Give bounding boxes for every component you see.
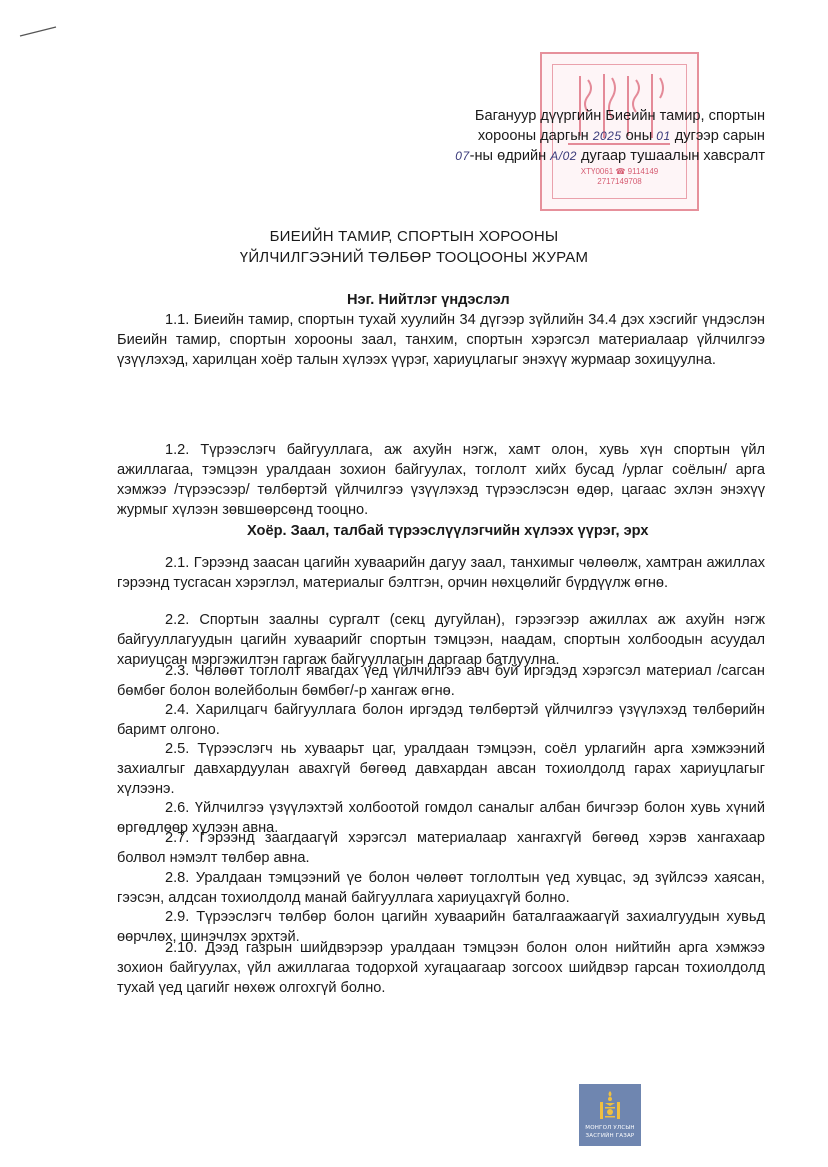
paragraph-2-4: 2.4. Харилцагч байгууллага болон иргэдэд төлбөртэй үйлчилгээ үзүүлэхэд төлбөрийн баримт олгоно. [117, 702, 765, 738]
handwritten-day: 07 [455, 149, 470, 163]
stamp-code-text: ХТҮ0061 ☎ 9114149 2717149708 [580, 167, 659, 186]
paragraph-2-7: 2.7. Гэрээнд заагдаагүй хэрэгсэл материалаар хангахгүй бөгөөд хэрэв хангахаар болвол нэмэлт төлбөр авна. [117, 830, 765, 866]
section-2-heading: Хоёр. Заал, талбай түрээслүүлэгчийн хүлээх үүрэг, эрх [247, 523, 649, 539]
paragraph-2-3: 2.3. Чөлөөт тоглолт явагдах үед үйлчилгээ авч буй иргэдэд хэрэгсэл материал /сагсан бөмбөг болон волейболын бөмбөг/-р хангаж өгнө. [117, 663, 765, 699]
title-line-2: ҮЙЛЧИЛГЭЭНИЙ ТӨЛБӨР ТООЦООНЫ ЖУРАМ [239, 249, 589, 266]
scan-mark [18, 24, 58, 38]
soyombo-icon [598, 1090, 622, 1120]
paragraph-1-2: 1.2. Түрээслэгч байгууллага, аж ахуйн нэгж, хамт олон, хувь хүн спортын үйл ажиллагаа, тэмцээн уралдаан зохион байгуулах, тоглолт хийх бусад /урлаг соёлын/ арга хэмжээ /түрээсээр/ төлбөртэй үйлчилгээ үзүүлэхэд түрээслэсэн өдөр, цагаас эхлэн энэхүү журмыг хүлээн зөвшөөрсөнд тооцно. [117, 442, 765, 518]
document-title [0, 226, 828, 268]
paragraph-2-6: 2.6. Үйлчилгээ үзүүлэхтэй холбоотой гомдол саналыг албан бичгээр болон хувь хүний өргөдлөөр хүлээн авна. [117, 800, 765, 836]
handwritten-month: 01 [656, 129, 671, 143]
paragraph-2-10: 2.10. Дээд газрын шийдвэрээр уралдаан тэмцээн болон олон нийтийн арга хэмжээ зохион байгуулах, үйл ажиллагаа тодорхой хугацаагаар зогсоох шийдвэр гарсан тохиолдолд тухай үед цагийг нөхөж олгохгүй болно. [117, 940, 765, 996]
paragraph-2-8: 2.8. Уралдаан тэмцээний үе болон чөлөөт тоглолтын үед хувцас, эд зүйлсээ хаясан, гээсэн, алдсан тохиолдолд манай байгууллага хариуцахгүй болно. [117, 870, 765, 906]
annex-line-2: хорооны даргын 2025 оны 01 дугээр сарын [477, 128, 765, 144]
handwritten-order-number: A/02 [550, 149, 577, 163]
annex-line-1: Багануур дүүргийн Биеийн тамир, спортын [474, 108, 765, 124]
handwritten-year: 2025 [592, 129, 622, 143]
government-logo [579, 1084, 641, 1146]
annex-line-3: 07-ны өдрийн A/02 дугаар тушаалын хавсралт [455, 148, 765, 164]
title-line-1: БИЕИЙН ТАМИР, СПОРТЫН ХОРООНЫ [269, 228, 559, 245]
annex-reference [425, 106, 765, 166]
paragraph-2-2: 2.2. Спортын заалны сургалт (секц дугуйлан), гэрээгээр ажиллах аж ахуйн нэгж байгууллагуудын цагийн хуваарийг спортын тэмцээн, наадам, спортын холбоодын асуудал хариуцсан мэргэжилтэн гаргаж байгууллагын даргаар батлуулна. [117, 612, 765, 668]
paragraph-2-5: 2.5. Түрээслэгч нь хуваарьт цаг, уралдаан тэмцээн, соёл урлагийн арга хэмжээний захиалгыг давхардуулан авахгүй бөгөөд давхардан авсан тохиолдолд гарах хариуцлагыг хүлээнэ. [117, 741, 765, 797]
paragraph-2-9: 2.9. Түрээслэгч төлбөр болон цагийн хуваарийн баталгаажаагүй захиалгуудын хувьд өөрчлөх, шинэчлэх эрхтэй. [117, 909, 765, 945]
logo-caption: МОНГОЛ УЛСЫН ЗАСГИЙН ГАЗАР [585, 1125, 635, 1139]
paragraph-2-1: 2.1. Гэрээнд заасан цагийн хуваарийн дагуу заал, танхимыг чөлөөлж, хамтран ажиллах гэрээнд тусгасан хэрэглэл, материалыг бэлтгэн, орчин нөхцөлийг бүрдүүлж өгнө. [117, 555, 765, 591]
section-1-heading: Нэг. Нийтлэг үндэслэл [347, 292, 510, 308]
paragraph-1-1: 1.1. Биеийн тамир, спортын тухай хуулийн 34 дүгээр зүйлийн 34.4 дэх хэсгийг үндэслэн Биеийн тамир, спортын хорооны заал, танхим, спортын хэрэгсэл материалаар үйлчилгээ үзүүлэхэд, харилцан хоёр талын хүлээх үүрэг, хариуцлагыг энэхүү журмаар зохицуулна. [117, 312, 765, 368]
